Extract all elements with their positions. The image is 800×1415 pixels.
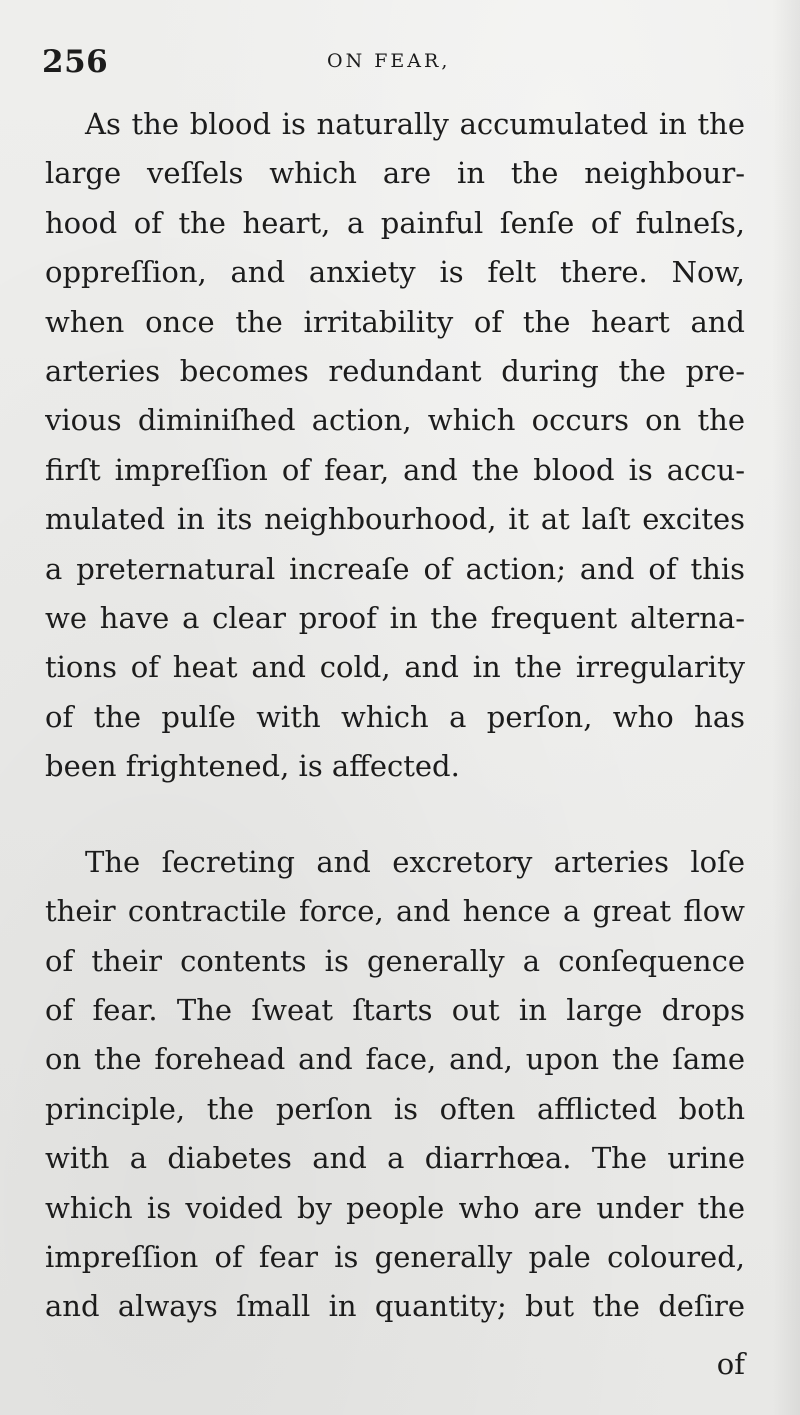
text-line: their contractile force, and hence a great flow (45, 894, 745, 929)
text-line: The ſecreting and excretory arteries loſe (85, 844, 745, 879)
paragraph-1 (45, 100, 745, 792)
text-line: firſt impreſſion of fear, and the blood is accu- (45, 452, 745, 487)
text-line: when once the irritability of the heart and (45, 304, 745, 339)
page-header (42, 44, 750, 84)
text-line: and always ſmall in quantity; but the deſire (45, 1289, 745, 1324)
text-line: been frightened, is affected. (45, 749, 460, 784)
text-line: large veſſels which are in the neighbour- (45, 156, 745, 191)
running-head: ON FEAR, (327, 50, 451, 72)
page-number: 256 (42, 44, 109, 80)
text-line: of the pulſe with which a perſon, who has (45, 699, 745, 734)
text-line: As the blood is naturally accumulated in the (85, 107, 745, 141)
catchword: of (716, 1347, 745, 1381)
text-line: vious diminiſhed action, which occurs on the (45, 403, 745, 438)
page-edge-shadow (772, 0, 800, 1415)
paragraph-2 (45, 838, 745, 1332)
text-line: impreſſion of fear is generally pale coloured, (45, 1239, 745, 1274)
text-line: oppreſſion, and anxiety is felt there. Now, (45, 255, 745, 290)
text-line: of fear. The ſweat ſtarts out in large drops (45, 992, 745, 1027)
text-line: tions of heat and cold, and in the irregularity (45, 650, 745, 685)
text-line: hood of the heart, a painful ſenſe of fulneſs, (45, 205, 745, 240)
body-text (45, 100, 745, 1332)
text-line: a preternatural increaſe of action; and of this (45, 551, 745, 586)
text-line: with a diabetes and a diarrhœa. The urine (45, 1141, 745, 1176)
text-line: mulated in its neighbourhood, it at laſt excites (45, 502, 745, 537)
text-line: arteries becomes redundant during the pre- (45, 354, 745, 389)
text-line: principle, the perſon is often afflicted both (45, 1091, 745, 1126)
text-line: we have a clear proof in the frequent alterna- (45, 601, 745, 636)
text-line: on the forehead and face, and, upon the ſame (45, 1042, 745, 1077)
text-line: of their contents is generally a conſequence (45, 943, 745, 978)
paragraph-break (45, 792, 745, 838)
text-line: which is voided by people who are under the (45, 1190, 745, 1225)
